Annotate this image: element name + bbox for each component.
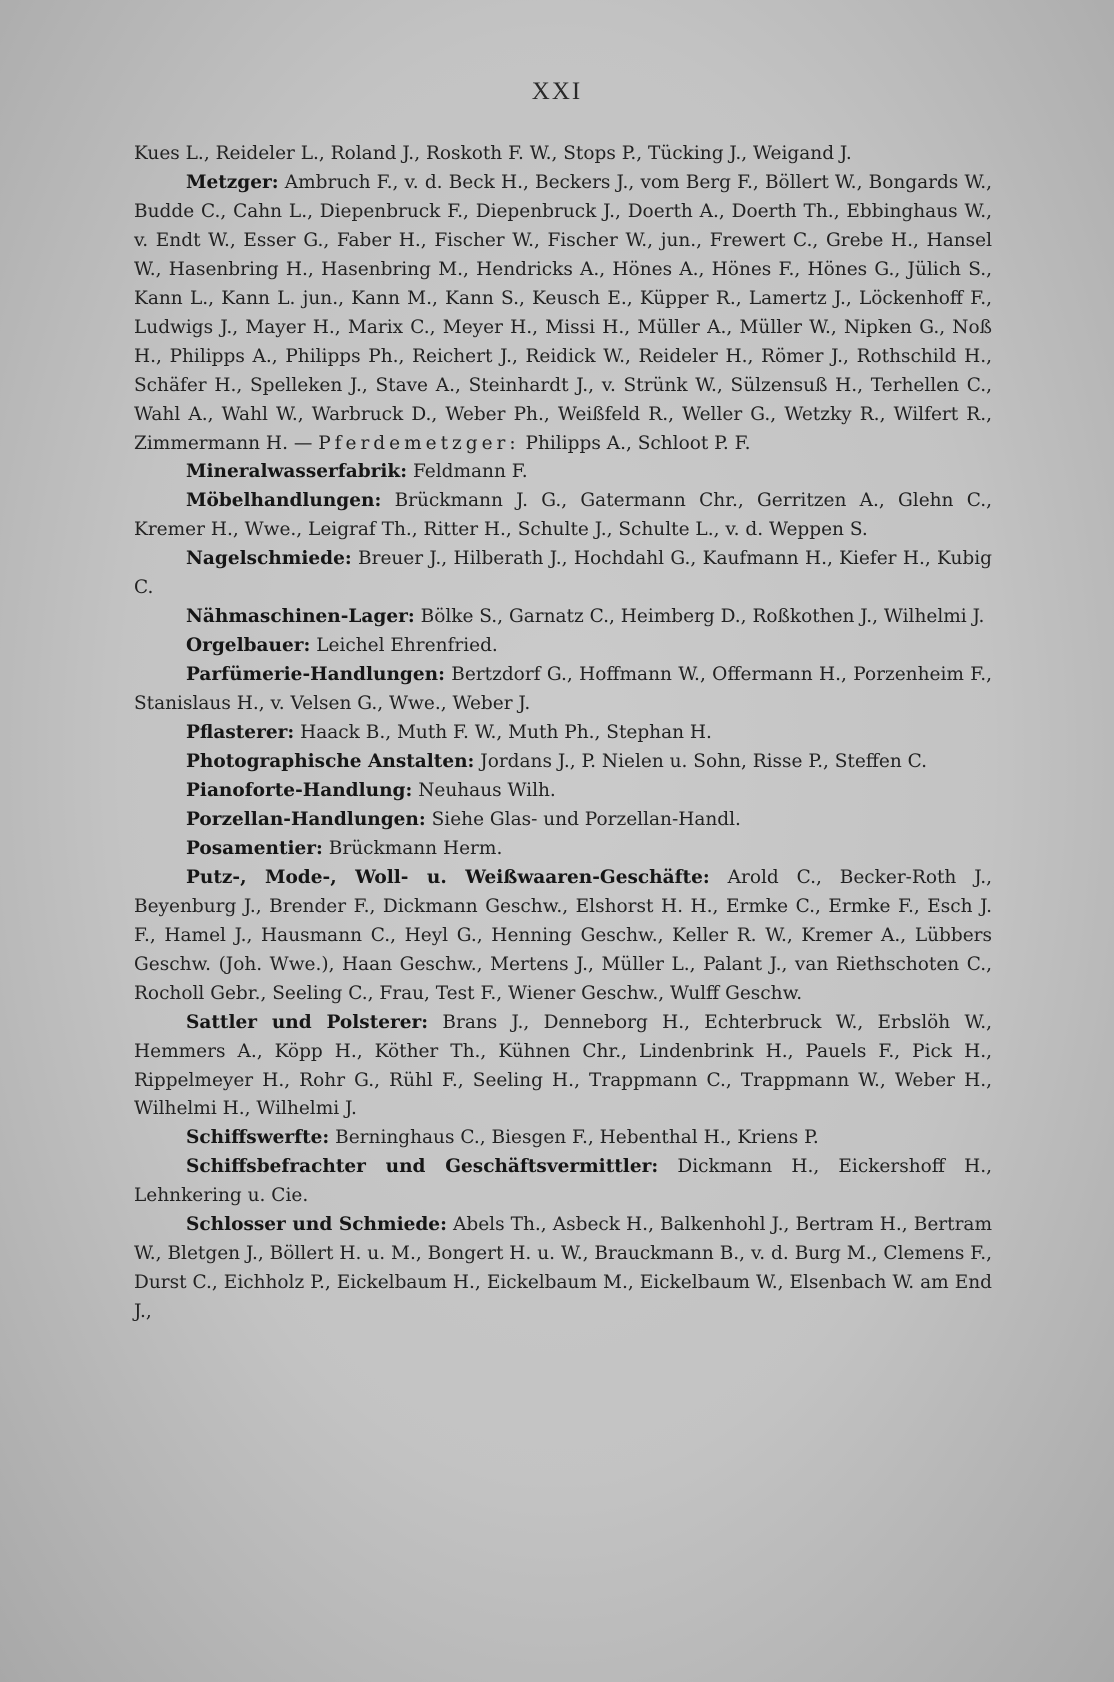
entry-text: Neuhaus Wilh. <box>418 779 556 801</box>
directory-entry-mineralwasserfabrik <box>134 458 992 487</box>
entry-heading: Pianoforte-Handlung: <box>186 779 413 801</box>
entry-text: Abels Th., Asbeck H., Balkenhohl J., Bertram H., Bertram W., Bletgen J., Böllert H. u. M., Bongert H. u. W., Brauckmann B., v. d. Burg M., Clemens F., Durst C., Eichholz P., Eickelbaum H., Eickelbaum M., Eickelbaum W., Elsenbach W. am End J., <box>134 1214 992 1323</box>
directory-entry-schiffswerfte <box>134 1124 992 1153</box>
entry-heading: Nähmaschinen-Lager: <box>186 606 415 628</box>
entry-text: Brans J., Denneborg H., Echterbruck W., Erbslöh W., Hemmers A., Köpp H., Köther Th., Kühnen Chr., Lindenbrink H., Pauels F., Pick H., Rippelmeyer H., Rohr G., Rühl F., Seeling H., Trappmann C., Trappmann W., Weber H., Wilhelmi H., Wilhelmi J. <box>134 1011 992 1120</box>
entry-heading: Mineralwasserfabrik: <box>186 461 408 483</box>
directory-entry-moebelhandlungen <box>134 487 992 545</box>
entry-heading: Orgelbauer: <box>186 635 311 657</box>
directory-entry-schiffsbefrachter <box>134 1153 992 1211</box>
entry-text: Arold C., Becker-Roth J., Beyenburg J., Brender F., Dickmann Geschw., Elshorst H. H., Ermke C., Ermke F., Esch J. F., Hamel J., Hausmann C., Heyl G., Henning Geschw., Keller R. W., Kremer A., Lübbers Geschw. (Joh. Wwe.), Haan Geschw., Mertens J., Müller L., Palant J., van Riethschoten C., Rocholl Gebr., Seeling C., Frau, Test F., Wiener Geschw., Wulff Geschw. <box>134 866 992 1004</box>
directory-entry-nagelschmiede <box>134 545 992 603</box>
entry-text: Dickmann H., Eickershoff H., Lehnkering u. Cie. <box>134 1156 992 1207</box>
entry-heading: Schlosser und Schmiede: <box>186 1214 447 1236</box>
directory-entry-photographische-anstalten <box>134 748 992 777</box>
entry-heading: Posamentier: <box>186 837 323 859</box>
entry-text: Brückmann J. G., Gatermann Chr., Gerritzen A., Glehn C., Kremer H., Wwe., Leigraf Th., Ritter H., Schulte J., Schulte L., v. d. Weppen S. <box>134 490 992 541</box>
directory-entry-pflasterer <box>134 719 992 748</box>
directory-entry-sattler-und-polsterer <box>134 1009 992 1125</box>
entry-text: Leichel Ehrenfried. <box>316 635 498 657</box>
entry-text: Haack B., Muth F. W., Muth Ph., Stephan H. <box>300 722 712 744</box>
entry-text: Berninghaus C., Biesgen F., Hebenthal H., Kriens P. <box>335 1127 819 1149</box>
entry-text: Bölke S., Garnatz C., Heimberg D., Roßkothen J., Wilhelmi J. <box>420 606 985 628</box>
directory-entry-porzellan-handlungen <box>134 806 992 835</box>
entry-heading: Schiffswerfte: <box>186 1127 330 1149</box>
entry-text: Siehe Glas- und Porzellan-Handl. <box>431 808 741 830</box>
entry-heading: Sattler und Polsterer: <box>186 1011 429 1033</box>
directory-entry-schlosser-und-schmiede <box>134 1211 992 1327</box>
entry-text: Feldmann F. <box>412 461 528 483</box>
directory-entry-putz-mode-woll-weisswaaren <box>134 864 992 1009</box>
directory-text <box>134 140 992 1327</box>
entry-heading: Putz-, Mode-, Woll- u. Weißwaaren-Geschäfte: <box>186 866 710 888</box>
entry-heading: Nagelschmiede: <box>186 548 352 570</box>
entry-heading: Photographische Anstalten: <box>186 751 475 773</box>
entry-sub-label: Pferdemetzger: <box>318 432 520 454</box>
entry-heading: Schiffsbefrachter und Geschäftsvermittler: <box>186 1156 659 1178</box>
directory-entry-parfuemerie-handlungen <box>134 661 992 719</box>
directory-entry-orgelbauer <box>134 632 992 661</box>
entry-heading: Parfümerie-Handlungen: <box>186 664 445 686</box>
entry-sub-text: Philipps A., Schloot P. F. <box>525 432 751 454</box>
directory-entry-pianoforte-handlung <box>134 777 992 806</box>
directory-entry-naehmaschinen-lager <box>134 603 992 632</box>
page-number: XXI <box>531 78 583 105</box>
entry-text: Kues L., Reideler L., Roland J., Roskoth F. W., Stops P., Tücking J., Weigand J. <box>134 143 852 164</box>
directory-entry-posamentier <box>134 835 992 864</box>
directory-entry-continuation <box>134 140 992 169</box>
entry-text: Ambruch F., v. d. Beck H., Beckers J., vom Berg F., Böllert W., Bongards W., Budde C., Cahn L., Diepenbruck F., Diepenbruck J., Doerth A., Doerth Th., Ebbinghaus W., v. Endt W., Esser G., Faber H., Fischer W., Fischer W., jun., Frewert C., Grebe H., Hansel W., Hasenbring H., Hasenbring M., Hendricks A., Hönes A., Hönes F., Hönes G., Jülich S., Kann L., Kann L. jun., Kann M., Kann S., Keusch E., Küpper R., Lamertz J., Löckenhoff F., Ludwigs J., Mayer H., Marix C., Meyer H., Missi H., Müller A., Müller W., Nipken G., Noß H., Philipps A., Philipps Ph., Reichert J., Reidick W., Reideler H., Römer J., Rothschild H., Schäfer H., Spelleken J., Stave A., Steinhardt J., v. Strünk W., Sülzensuß H., Terhellen C., Wahl A., Wahl W., Warbruck D., Weber Ph., Weißfeld R., Weller G., Wetzky R., Wilfert R., Zimmermann H. — <box>134 171 992 454</box>
entry-heading: Porzellan-Handlungen: <box>186 808 426 830</box>
entry-heading: Metzger: <box>186 171 279 193</box>
entry-heading: Möbelhandlungen: <box>186 490 382 512</box>
entry-text: Bertzdorf G., Hoffmann W., Offermann H., Porzenheim F., Stanislaus H., v. Velsen G., Wwe., Weber J. <box>134 664 992 715</box>
entry-text: Breuer J., Hilberath J., Hochdahl G., Kaufmann H., Kiefer H., Kubig C. <box>134 548 992 599</box>
entry-heading: Pflasterer: <box>186 722 295 744</box>
entry-text: Jordans J., P. Nielen u. Sohn, Risse P., Steffen C. <box>480 751 928 773</box>
entry-text: Brückmann Herm. <box>328 837 503 859</box>
directory-entry-metzger <box>134 169 992 459</box>
